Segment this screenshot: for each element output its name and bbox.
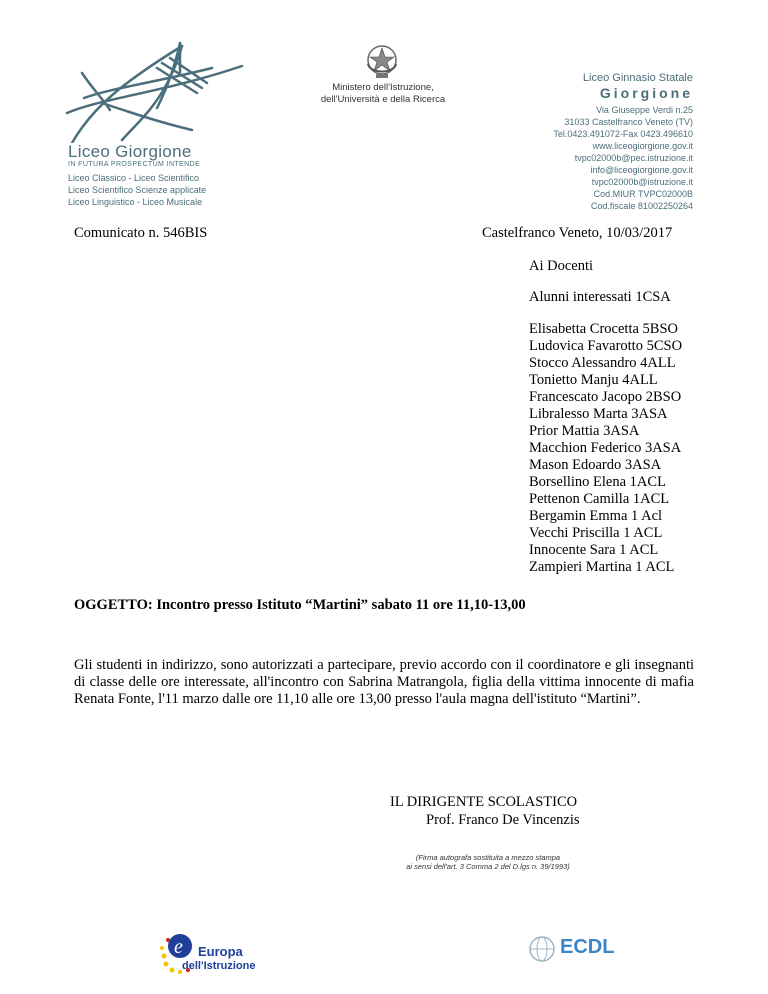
student-name: Pettenon Camilla 1ACL xyxy=(529,491,670,507)
signature-title: IL DIRIGENTE SCOLASTICO xyxy=(390,794,578,810)
student-name: Stocco Alessandro 4ALL xyxy=(529,355,676,371)
recipient-teachers: Ai Docenti xyxy=(529,258,594,274)
ecdl-logo xyxy=(528,932,615,966)
student-name: Macchion Federico 3ASA xyxy=(529,440,682,456)
fiscal-code: Cod.fiscale 81002250264 xyxy=(590,201,693,211)
course-line: Liceo Classico - Liceo Scientifico xyxy=(68,173,200,183)
student-name: Vecchi Priscilla 1 ACL xyxy=(529,525,663,541)
signature-note-line: ai sensi dell'art. 3 Comma 2 del D.lgs n. 39/1993) xyxy=(406,862,570,871)
student-name: Borsellino Elena 1ACL xyxy=(529,474,666,490)
student-name: Bergamin Emma 1 Acl xyxy=(529,508,663,524)
place-date: Castelfranco Veneto, 10/03/2017 xyxy=(482,225,673,241)
italian-republic-emblem-icon xyxy=(362,42,402,80)
student-name: Zampieri Martina 1 ACL xyxy=(529,559,675,575)
signature-block xyxy=(390,793,580,829)
student-name: Prior Mattia 3ASA xyxy=(529,423,640,439)
ministry-line: Ministero dell'Istruzione, xyxy=(332,82,434,93)
pec-email: tvpc02000b@pec.istruzione.it xyxy=(574,153,693,163)
student-name: Ludovica Favarotto 5CSO xyxy=(529,338,683,354)
ministry-name xyxy=(290,82,476,106)
recipient-students: Alunni interessati 1CSA xyxy=(529,289,671,305)
info-email: info@liceogiorgione.gov.it xyxy=(590,165,693,175)
signature-note-line: (Firma autografa sostituita a mezzo stampa xyxy=(415,853,561,862)
svg-text:e: e xyxy=(174,936,183,958)
website: www.liceogiorgione.gov.it xyxy=(592,141,693,151)
logo-motto: IN FUTURA PROSPECTUM INTENDE xyxy=(68,161,201,168)
city: 31033 Castelfranco Veneto (TV) xyxy=(564,117,693,127)
courses-list xyxy=(68,172,206,208)
course-line: Liceo Linguistico - Liceo Musicale xyxy=(68,197,203,207)
subject-line: OGGETTO: Incontro presso Istituto “Martini” sabato 11 ore 11,10-13,00 xyxy=(74,597,526,613)
address: Via Giuseppe Verdi n.25 xyxy=(596,105,693,115)
school-name: Giorgione xyxy=(599,85,693,101)
school-contact-block xyxy=(553,72,693,212)
europa-label: Europa xyxy=(198,944,243,959)
ecdl-globe-icon xyxy=(528,935,556,963)
student-name: Libralesso Marta 3ASA xyxy=(529,406,668,422)
student-name: Elisabetta Crocetta 5BSO xyxy=(529,321,678,337)
course-line: Liceo Scientifico Scienze applicate xyxy=(68,185,207,195)
student-name: Innocente Sara 1 ACL xyxy=(529,542,659,558)
student-name: Mason Edoardo 3ASA xyxy=(529,457,662,473)
istruzione-email: tvpc02000b@istruzione.it xyxy=(591,177,693,187)
istruzione-label: dell'Istruzione xyxy=(182,960,256,972)
logo-title: Liceo Giorgione xyxy=(68,142,192,161)
liceo-giorgione-logo xyxy=(62,38,252,143)
body-paragraph: Gli studenti in indirizzo, sono autorizzati a partecipare, previo accordo con il coordinatore e gli insegnanti di classe delle ore interessate, all'incontro con Sabrina Matrangola, figlia della vittima innocente di mafia Renata Fonte, l'11 marzo dalle ore 11,10 alle ore 13,00 presso l'aula magna dell'istituto “Martini”. xyxy=(74,657,694,707)
signature-note xyxy=(368,853,608,871)
europa-istruzione-logo xyxy=(158,926,258,978)
ministry-line: dell'Università e della Ricerca xyxy=(320,94,446,105)
student-name: Francescato Jacopo 2BSO xyxy=(529,389,682,405)
ecdl-label: ECDL xyxy=(560,936,615,958)
miur-code: Cod.MIUR TVPC02000B xyxy=(593,189,693,199)
student-list xyxy=(529,321,682,576)
phone-fax: Tel.0423.491072-Fax 0423.496610 xyxy=(553,129,693,139)
communication-number: Comunicato n. 546BIS xyxy=(74,225,208,241)
signature-name: Prof. Franco De Vincenzis xyxy=(426,812,580,828)
student-name: Tonietto Manju 4ALL xyxy=(529,372,658,388)
school-type: Liceo Ginnasio Statale xyxy=(582,72,693,84)
